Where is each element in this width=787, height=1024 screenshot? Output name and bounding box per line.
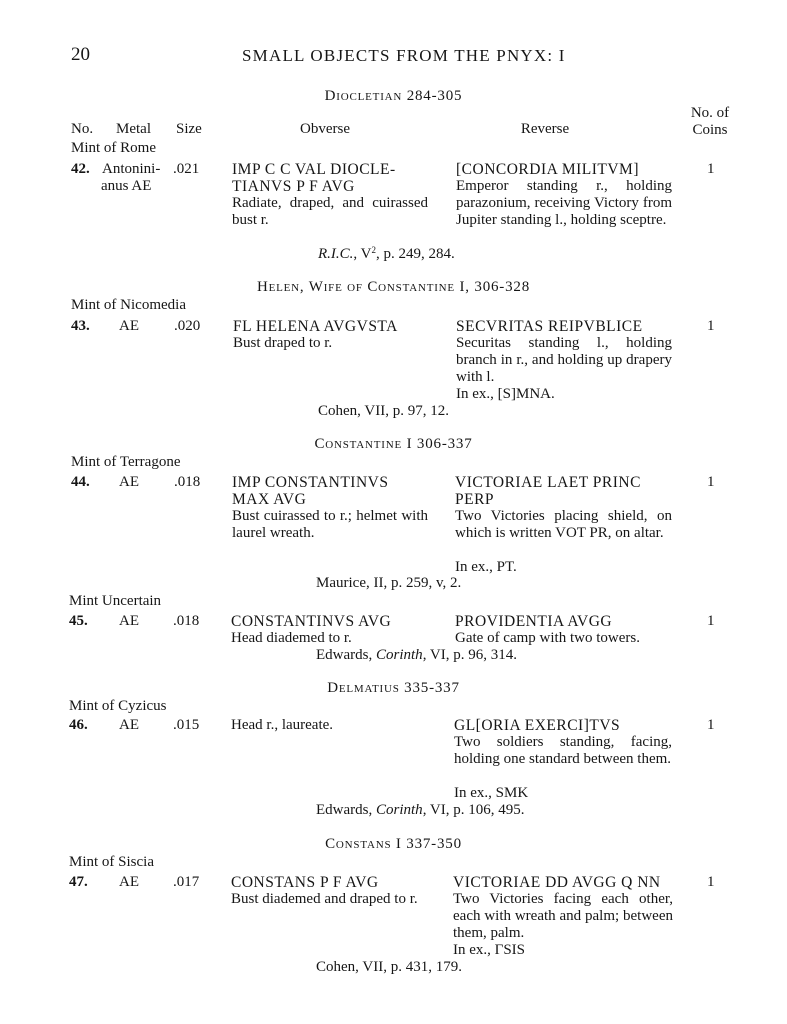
obverse-description: Bust draped to r. [233, 335, 333, 351]
column-header-coins-line2: Coins [692, 122, 728, 138]
mint-label: Mint of Cyzicus [69, 698, 167, 714]
column-header-metal: Metal [116, 121, 151, 137]
reference: Maurice, II, p. 259, v, 2. [316, 575, 462, 591]
reference-author: Edwards, [316, 647, 376, 663]
mint-label: Mint of Nicomedia [71, 297, 186, 313]
size-value: .018 [173, 613, 200, 629]
obverse-description: Radiate, draped, and cuirassed bust r. [232, 195, 428, 228]
reference-pages: , VI, p. 106, 495. [422, 802, 525, 818]
metal-value: AE [119, 474, 139, 490]
reference-pages: , p. 249, 284. [375, 246, 455, 262]
column-header-no: No. [71, 121, 94, 137]
column-header-reverse: Reverse [520, 121, 570, 137]
coin-count: 1 [707, 874, 715, 890]
coin-count: 1 [707, 717, 715, 733]
exergue: In ex., PT. [455, 559, 517, 575]
reference [318, 246, 455, 263]
entry-number: 46. [69, 717, 88, 733]
entry-number: 42. [71, 161, 90, 177]
mint-label: Mint of Terragone [71, 454, 181, 470]
size-value: .020 [174, 318, 201, 334]
exergue: In ex., ΓSIS [453, 942, 526, 958]
obverse-legend: MAX AVG [232, 491, 307, 508]
mint-label: Mint of Rome [71, 140, 156, 156]
reference: Cohen, VII, p. 431, 179. [316, 959, 462, 975]
reverse-legend: VICTORIAE DD AVGG Q NN [453, 874, 661, 891]
running-title: SMALL OBJECTS FROM THE PNYX: I [242, 46, 566, 65]
reverse-legend: PERP [455, 491, 495, 508]
size-value: .021 [173, 161, 200, 177]
reverse-legend: VICTORIAE LAET PRINC [455, 474, 641, 491]
section-title: Delmatius 335-337 [327, 680, 460, 696]
metal-value: AE [119, 717, 139, 733]
reverse-legend: GL[ORIA EXERCI]TVS [454, 717, 621, 734]
entry-number: 44. [71, 474, 90, 490]
size-value: .018 [174, 474, 201, 490]
entry-number: 47. [69, 874, 88, 890]
metal-value: AE [119, 613, 139, 629]
obverse-legend: FL HELENA AVGVSTA [233, 318, 398, 335]
entry-number: 45. [69, 613, 88, 629]
page-number: 20 [71, 44, 90, 65]
obverse-description: Bust cuirassed to r.; helmet with laurel wreath. [232, 508, 428, 541]
reference [316, 647, 517, 664]
size-value: .017 [173, 874, 200, 890]
obverse-legend: CONSTANTINVS AVG [231, 613, 392, 630]
reference: Cohen, VII, p. 97, 12. [318, 403, 449, 419]
mint-label: Mint Uncertain [69, 593, 162, 609]
metal-line2: anus AE [101, 178, 152, 194]
column-header-coins-line1: No. of [690, 105, 730, 121]
column-header-obverse: Obverse [300, 121, 350, 137]
obverse-description: Bust diademed and draped to r. [231, 891, 418, 907]
reference-superscript: 2 [371, 245, 376, 255]
column-header-size: Size [176, 121, 202, 137]
reverse-description: Securitas standing l., holding branch in r., and holding up drapery with l. [456, 335, 672, 385]
reverse-description: Gate of camp with two towers. [455, 630, 640, 646]
reverse-legend: PROVIDENTIA AVGG [455, 613, 613, 630]
section-title: Diocletian 284-305 [324, 88, 463, 104]
coin-count: 1 [707, 161, 715, 177]
section-title: Helen, Wife of Constantine I, 306-328 [256, 279, 530, 295]
reverse-legend: [CONCORDIA MILITVM] [456, 161, 640, 178]
metal-value: AE [119, 874, 139, 890]
mint-label: Mint of Siscia [69, 854, 154, 870]
exergue: In ex., [S]MNA. [456, 386, 555, 402]
reference-title: Corinth [376, 647, 423, 663]
coin-count: 1 [707, 474, 715, 490]
reverse-description: Two Victories facing each other, each with wreath and palm; between them, palm. [453, 891, 673, 941]
section-title: Constantine I 306-337 [314, 436, 473, 452]
reference-title: R.I.C. [318, 246, 354, 262]
reverse-description: Two Victories placing shield, on which is written VOT PR, on altar. [455, 508, 672, 541]
reverse-description: Emperor standing r., holding parazonium, receiving Victory from Jupiter standing l., holding sceptre. [456, 178, 672, 228]
obverse-legend: IMP C C VAL DIOCLE- [232, 161, 396, 178]
metal-value: AE [119, 318, 139, 334]
reference-author: Edwards, [316, 802, 376, 818]
reverse-description: Two soldiers standing, facing, holding one standard between them. [454, 734, 672, 767]
obverse-description: Head r., laureate. [231, 717, 334, 733]
reference-volume: , V [353, 246, 372, 262]
reverse-legend: SECVRITAS REIPVBLICE [456, 318, 643, 335]
exergue: In ex., SMK [454, 785, 529, 801]
reference [316, 802, 525, 819]
metal-line1: Antonini- [102, 161, 161, 177]
coin-count: 1 [707, 613, 715, 629]
coin-count: 1 [707, 318, 715, 334]
size-value: .015 [173, 717, 200, 733]
obverse-legend: IMP CONSTANTINVS [232, 474, 389, 491]
obverse-legend: CONSTANS P F AVG [231, 874, 379, 891]
reference-title: Corinth [376, 802, 423, 818]
obverse-legend: TIANVS P F AVG [232, 178, 355, 195]
obverse-description: Head diademed to r. [231, 630, 352, 646]
entry-number: 43. [71, 318, 90, 334]
section-title: Constans I 337-350 [325, 836, 462, 852]
reference-pages: , VI, p. 96, 314. [422, 647, 517, 663]
